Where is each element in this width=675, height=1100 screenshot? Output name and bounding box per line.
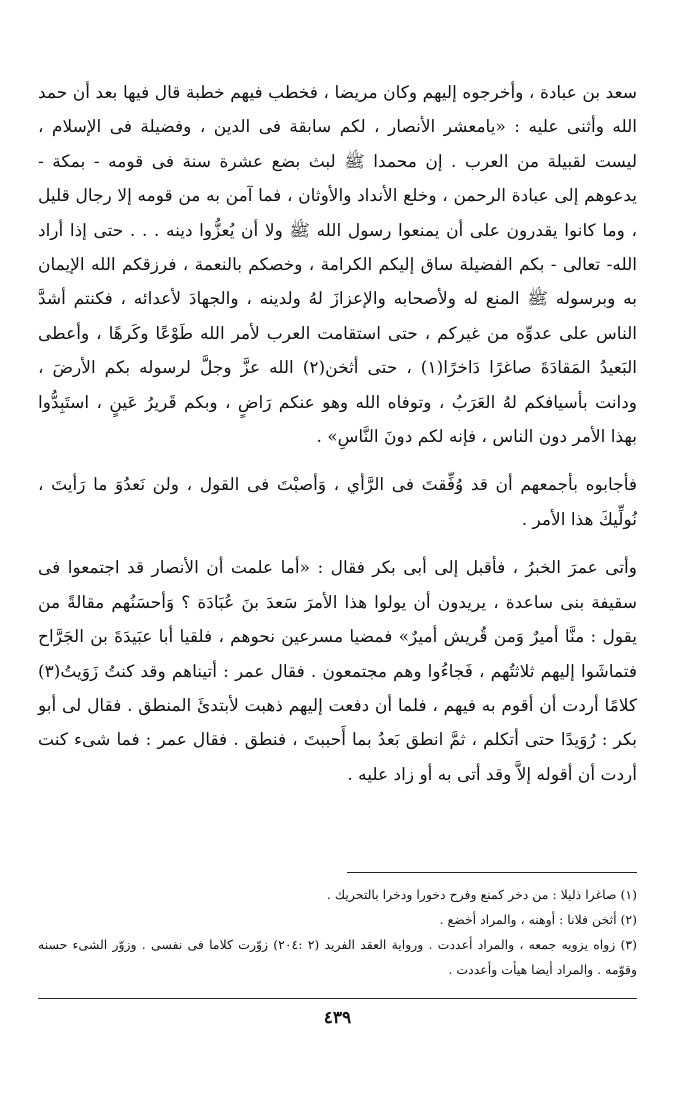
page-bottom-rule <box>38 998 637 999</box>
footnote-3: (٣) زواه يزويه جمعه ، والمراد أعددت . ورواية العقد الفريد (٢ :٢٠٤) زوّرت كلاما فى نفسى . وزوّر الشىء حسنه وقوّمه . والمراد أيضا هيأت وأعددت . <box>38 937 638 977</box>
body-paragraph-2: فأجابوه بأجمعهم أن قد وُفِّقتَ فى الرَّأي ، وَأصبْتَ فى القول ، ولن نَعدُوَ ما رَأيتَ ، نُولِّيكَ هذا الأمر . <box>38 475 637 530</box>
body-paragraph-3: وأتى عمرَ الخبرُ ، فأقبل إلى أبى بكر فقال : «أما علمت أن الأنصار قد اجتمعوا فى سقيفة بنى ساعدة ، يريدون أن يولوا هذا الأمرَ سَعدَ بنَ عُبَادَة ؟ وَأحسَنُهم مقالةً من يقول : منَّا أميرٌ وَمن قُريش أميرٌ» فمضيا مسرعين نحوهم ، فلقيا أبا عبَيدَةَ بن الجَرَّاح فتماشَوا إليهم ثلاثتُهم ، فَجاءُوا وهم مجتمعون . فقال عمر : أتيناهم وقد كنتُ زَوَيتُ(٣) كلامًا أردت أن أقوم به فيهم ، فلما أن دفعت إليهم ذهبت لأبتدئَ المنطق . فقال لى أبو بكر : رُوَيدًا حتى أتكلم ، ثمَّ انطق بَعدُ بما أَحببتَ ، فنطق . فقال عمر : فما شىء كنت أردت أن أقوله إلاَّ وقد أتى به أو زاد عليه . <box>38 558 637 785</box>
footnote-1: (١) صاغرا ذليلا : من دخر كمنع وفرح دخورا ودخرا بالتحريك . <box>326 887 637 902</box>
footnote-2: (٢) أثخن فلانا : أوهنه ، والمراد أخضع . <box>439 912 637 927</box>
book-page <box>38 76 637 1100</box>
body-paragraph-1: سعد بن عبادة ، وأخرجوه إليهم وكان مريضا ، فخطب فيهم خطبة قال فيها بعد أن حمد الله وأثنى عليه : «يامعشر الأنصار ، لكم سابقة فى الدين ، وفضيلة فى الإسلام ، ليست لقبيلة من العرب . إن محمدا ﷺ لبث بضع عشرة سنة فى قومه - بمكة - يدعوهم إلى عبادة الرحمن ، وخلع الأنداد والأوثان ، فما آمن به من قومه إلا رجال قليل ، وما كانوا يقدرون على أن يمنعوا رسول الله ﷺ ولا أن يُعزُّوا دينه . . . حتى إذا أراد الله- تعالى - بكم الفضيلة ساق إليكم الكرامة ، وخصكم بالنعمة ، فرزقكم الله الإيمان به وبرسوله ﷺ المنع له ولأصحابه والإعزازَ لهُ ولدينه ، والجهادَ لأعدائه ، فكنتم أشدَّ الناس على عدوِّه من غيركم ، حتى استقامت العرب لأمر الله طَوْعًا وكَرهًا ، وأعطى البَعيدُ المَقادَةَ صاغرًا دَاخرًا(١) ، حتى أثخن(٢) الله عزَّ وجلَّ لرسوله بكم الأرضَ ، ودانت بأسيافكم لهُ العَرَبُ ، وتوفاه الله وهو عنكم رَاضٍ ، وبكم قَريرُ عَينٍ ، استَبِدُّوا بهذا الأمر دون الناس ، فإنه لكم دونَ النَّاسِ» . <box>38 83 638 448</box>
footnotes <box>38 882 637 982</box>
page-number: ٤٣٩ <box>323 1008 352 1028</box>
main-text <box>38 76 637 792</box>
footnote-divider <box>347 872 637 873</box>
